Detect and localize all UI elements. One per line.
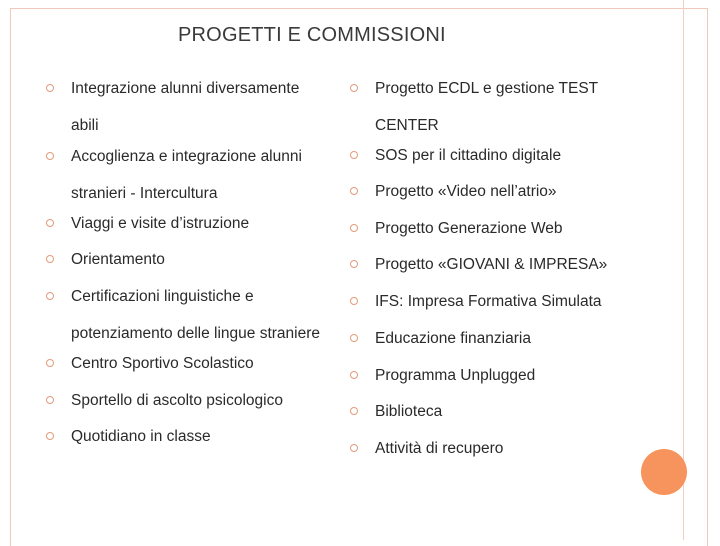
bullet-icon [350,84,358,92]
bullet-icon [46,255,54,263]
bullet-icon [46,359,54,367]
decorative-circle [641,449,687,495]
bullet-icon [350,187,358,195]
bullet-icon [350,297,358,305]
bullet-icon [46,292,54,300]
bullet-icon [350,224,358,232]
bullet-icon [46,219,54,227]
bullet-icon [46,432,54,440]
bullet-icon [350,151,358,159]
bullet-icon [350,334,358,342]
bullet-icon [350,260,358,268]
bullet-icon [350,371,358,379]
bullet-icon [350,407,358,415]
bullet-icon [46,84,54,92]
bullet-icon [46,152,54,160]
bullet-icon [350,444,358,452]
slide-title: PROGETTI E COMMISSIONI [178,24,446,46]
bullet-icon [46,396,54,404]
